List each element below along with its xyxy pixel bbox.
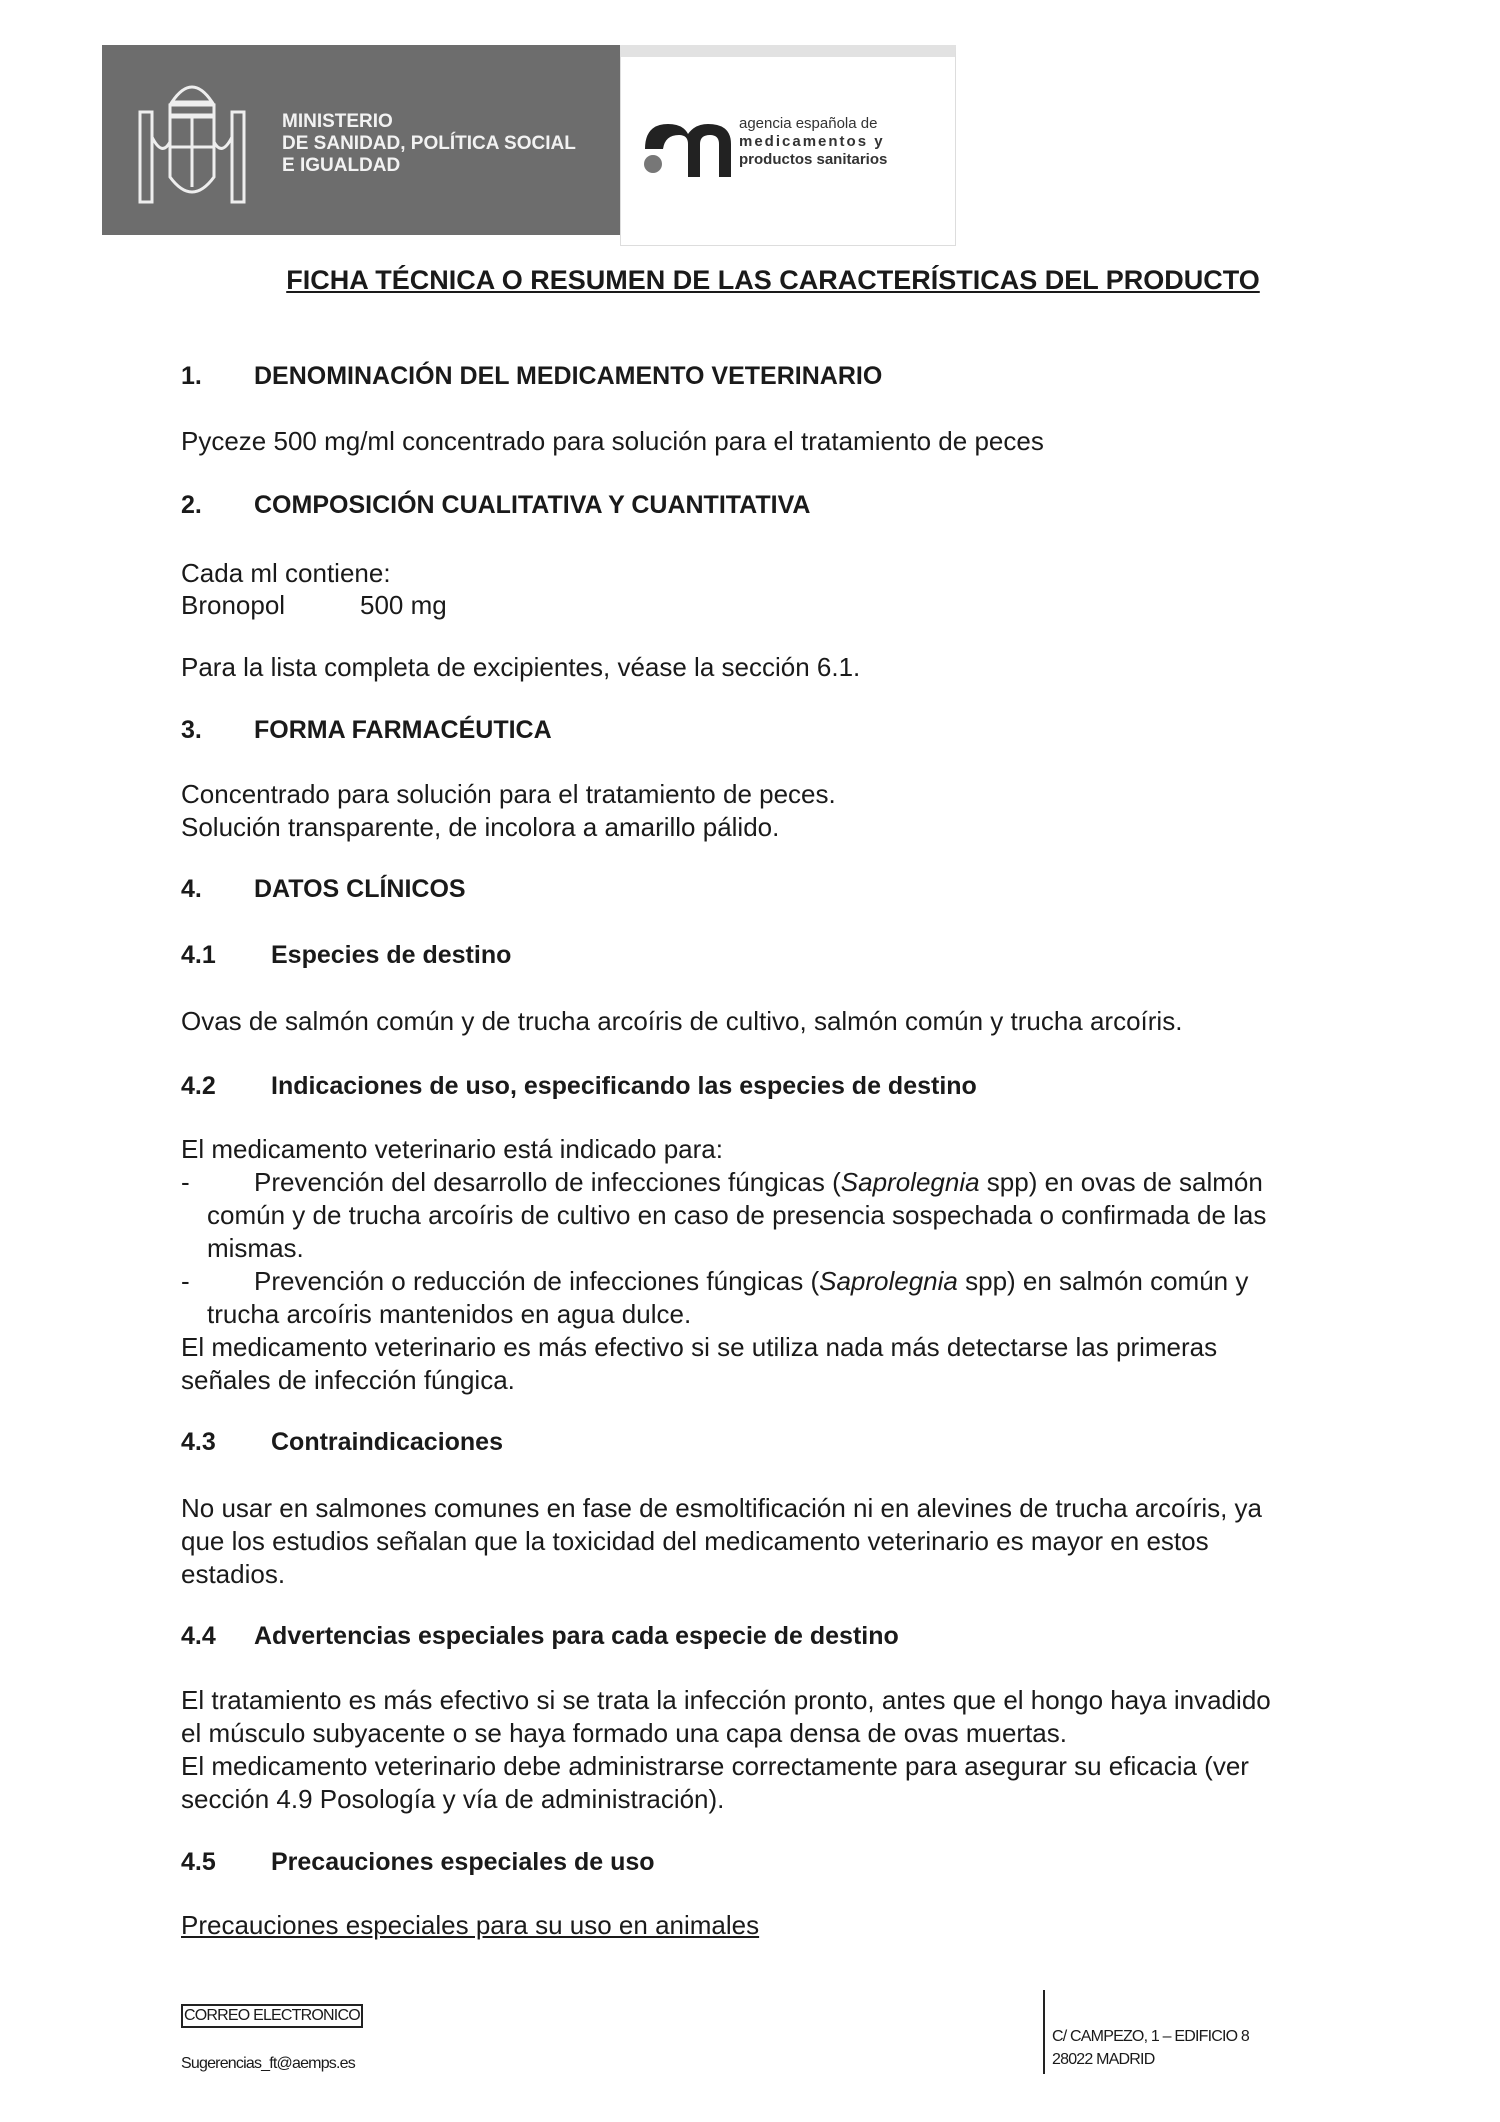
body-text: Ovas de salmón común y de trucha arcoíris de cultivo, salmón común y trucha arcoíris. [181, 1006, 1183, 1036]
text-run: Prevención o reducción de infecciones fúngicas ( [254, 1266, 820, 1296]
body-text: el músculo subyacente o se haya formado una capa densa de ovas muertas. [181, 1718, 1067, 1748]
subsection-heading: Advertencias especiales para cada especie de destino [254, 1622, 899, 1650]
bullet-dash: - [181, 1266, 190, 1296]
section-heading: COMPOSICIÓN CUALITATIVA Y CUANTITATIVA [254, 491, 811, 519]
aemps-logo-icon [643, 119, 733, 179]
bullet-dash: - [181, 1167, 190, 1197]
body-text: sección 4.9 Posología y vía de administración). [181, 1784, 725, 1814]
subsection-number: 4.1 [181, 941, 216, 969]
ministry-line: DE SANIDAD, POLÍTICA SOCIAL [282, 133, 576, 154]
body-text: El medicamento veterinario es más efectivo si se utiliza nada más detectarse las primeras [181, 1332, 1218, 1362]
species-name: Saprolegnia [840, 1167, 980, 1197]
email-label: CORREO ELECTRONICO [181, 2004, 363, 2028]
bullet-text [254, 1166, 1263, 1199]
subsection-number: 4.3 [181, 1428, 216, 1456]
address-line: 28022 MADRID [1052, 2051, 1155, 2068]
text-run: spp) en ovas de salmón [979, 1167, 1263, 1197]
section-number: 4. [181, 875, 202, 903]
section-heading: DATOS CLÍNICOS [254, 875, 466, 903]
text-run: Prevención del desarrollo de infecciones fúngicas ( [254, 1167, 841, 1197]
ministry-line: E IGUALDAD [282, 155, 401, 176]
bullet-text: trucha arcoíris mantenidos en agua dulce. [207, 1299, 692, 1329]
body-text: El medicamento veterinario está indicado para: [181, 1134, 723, 1164]
ministry-name [282, 111, 576, 177]
body-text: El medicamento veterinario debe administrarse correctamente para asegurar su eficacia (ver [181, 1751, 1249, 1781]
document-title: FICHA TÉCNICA O RESUMEN DE LAS CARACTERÍSTICAS DEL PRODUCTO [286, 265, 1260, 295]
subheading-underlined: Precauciones especiales para su uso en animales [181, 1910, 760, 1940]
agency-name [739, 115, 887, 169]
email-link[interactable]: Sugerencias_ft@aemps.es [181, 2055, 355, 2072]
substance-amount: 500 mg [360, 590, 447, 620]
bullet-text [254, 1265, 1248, 1298]
bullet-text: común y de trucha arcoíris de cultivo en caso de presencia sospechada o confirmada de las [207, 1200, 1267, 1230]
coat-of-arms-icon [132, 67, 252, 217]
bullet-text: mismas. [207, 1233, 304, 1263]
address-line: C/ CAMPEZO, 1 – EDIFICIO 8 [1052, 2028, 1250, 2045]
subsection-number: 4.5 [181, 1848, 216, 1876]
substance-name: Bronopol [181, 590, 286, 620]
agency-line: agencia española de [739, 115, 878, 132]
subsection-heading: Precauciones especiales de uso [271, 1848, 655, 1876]
body-text: No usar en salmones comunes en fase de esmoltificación ni en alevines de trucha arcoíris, ya [181, 1493, 1263, 1523]
section-number: 2. [181, 491, 202, 519]
species-name: Saprolegnia [819, 1266, 958, 1296]
body-text: estadios. [181, 1559, 286, 1589]
body-text: señales de infección fúngica. [181, 1365, 515, 1395]
subsection-heading: Indicaciones de uso, especificando las especies de destino [271, 1072, 977, 1100]
ministry-logo-banner [102, 45, 620, 235]
section-number: 1. [181, 362, 202, 390]
body-text: Cada ml contiene: [181, 558, 391, 588]
subsection-number: 4.2 [181, 1072, 216, 1100]
subsection-heading: Especies de destino [271, 941, 512, 969]
product-name: Pyceze 500 mg/ml concentrado para solución para el tratamiento de peces [181, 426, 1044, 456]
subsection-heading: Contraindicaciones [271, 1428, 503, 1456]
section-heading: FORMA FARMACÉUTICA [254, 716, 552, 744]
subsection-number: 4.4 [181, 1622, 216, 1650]
body-text: Para la lista completa de excipientes, véase la sección 6.1. [181, 652, 861, 682]
body-text: El tratamiento es más efectivo si se trata la infección pronto, antes que el hongo haya invadido [181, 1685, 1271, 1715]
section-heading: DENOMINACIÓN DEL MEDICAMENTO VETERINARIO [254, 362, 883, 390]
agency-line: medicamentos y [739, 133, 885, 150]
ministry-line: MINISTERIO [282, 111, 393, 132]
body-text: Solución transparente, de incolora a amarillo pálido. [181, 812, 780, 842]
body-text: Concentrado para solución para el tratamiento de peces. [181, 779, 836, 809]
body-text: que los estudios señalan que la toxicidad del medicamento veterinario es mayor en estos [181, 1526, 1209, 1556]
agency-logo [620, 45, 956, 246]
text-run: spp) en salmón común y [957, 1266, 1249, 1296]
section-number: 3. [181, 716, 202, 744]
footer-divider [1043, 1990, 1045, 2074]
agency-line: productos sanitarios [739, 151, 888, 168]
